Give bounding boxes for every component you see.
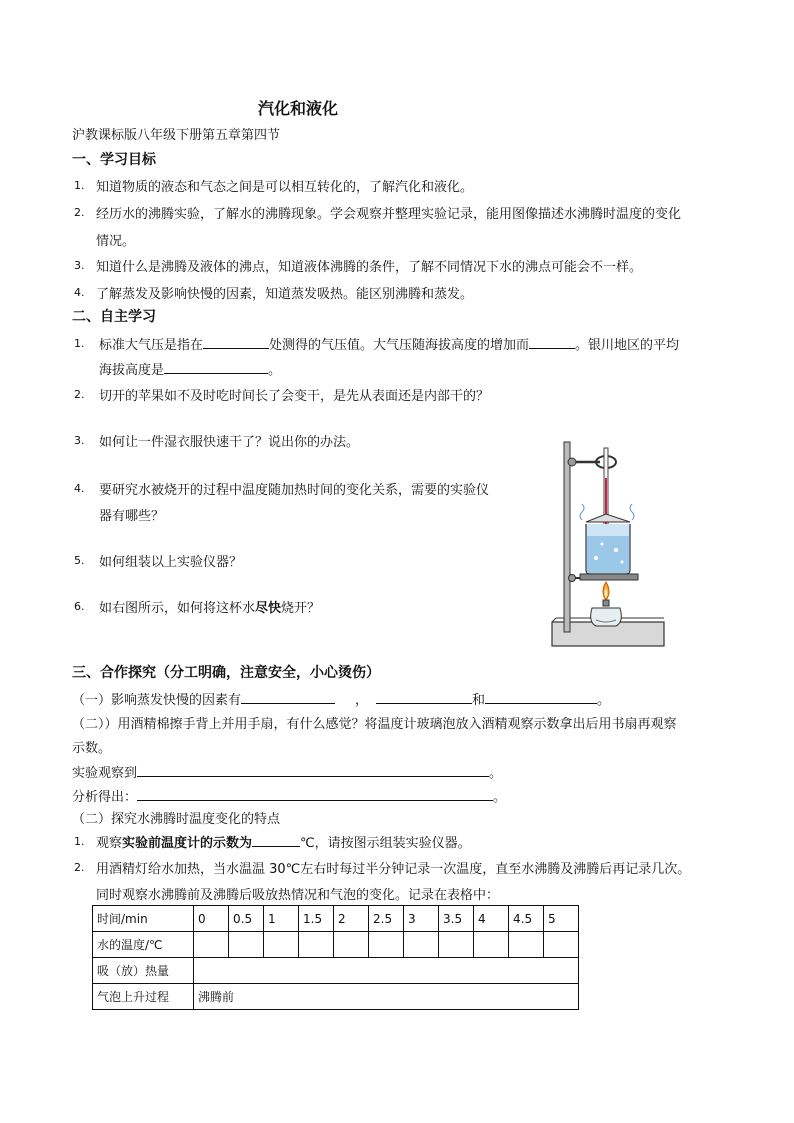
answer-blank[interactable] — [376, 689, 472, 704]
table-cell: 沸腾前 — [194, 984, 579, 1010]
page-subtitle: 沪教课标版八年级下册第五章第四节 — [72, 128, 281, 143]
section2-heading: 二、自主学习 — [72, 309, 156, 325]
table-cell[interactable] — [264, 932, 299, 958]
table-row-header: 吸（放）热量 — [93, 958, 194, 984]
table-row — [93, 932, 579, 958]
table-cell: 1 — [264, 906, 299, 932]
table-cell[interactable] — [474, 932, 509, 958]
table-cell[interactable] — [369, 932, 404, 958]
table-cell[interactable] — [229, 932, 264, 958]
table-cell: 4 — [474, 906, 509, 932]
question-6 — [99, 597, 320, 616]
emphasis-text: 尽快 — [255, 601, 282, 616]
list-number: 3. — [74, 434, 85, 447]
table-row — [93, 958, 579, 984]
question-4-cont: 器有哪些？ — [99, 509, 165, 524]
table-cell: 3 — [404, 906, 439, 932]
goal-item: 知道物质的液态和气态之间是可以相互转化的，了解汽化和液化。 — [96, 180, 474, 195]
question-4: 要研究水被烧开的过程中温度随加热时间的变化关系，需要的实验仪 — [99, 483, 490, 498]
alcohol-question: （二））用酒精棉擦手背上并用手扇，有什么感觉？将温度计玻璃泡放入酒精观察示数拿出后用书扇再观察 — [72, 717, 677, 732]
list-number: 1. — [74, 835, 85, 848]
table-row — [93, 906, 579, 932]
boiling-apparatus-illustration — [542, 438, 666, 652]
table-cell: 0.5 — [229, 906, 264, 932]
question-1 — [99, 334, 679, 353]
answer-blank[interactable] — [529, 334, 575, 349]
question-text: 烧开？ — [281, 601, 321, 616]
question-text: 观察 — [96, 836, 123, 851]
factor-question — [72, 689, 610, 708]
table-cell: 3.5 — [439, 906, 474, 932]
step-2: 用酒精灯给水加热，当水温温 30℃左右时每过半分钟记录一次温度，直至水沸腾及沸腾后再记录几次。 — [96, 862, 691, 877]
table-cell[interactable] — [544, 932, 579, 958]
table-row — [93, 984, 579, 1010]
list-number: 2. — [74, 388, 85, 401]
question-text: （一）影响蒸发快慢的因素有 — [72, 693, 242, 708]
boiling-subheading: （二）探究水沸腾时温度变化的特点 — [72, 812, 281, 827]
page-title: 汽化和液化 — [258, 99, 339, 118]
table-cell[interactable] — [509, 932, 544, 958]
table-row-header: 气泡上升过程 — [93, 984, 194, 1010]
question-text: 实验观察到 — [72, 766, 138, 781]
list-number: 2. — [74, 206, 85, 219]
answer-blank[interactable] — [252, 832, 300, 847]
alcohol-question-cont: 示数。 — [72, 741, 112, 756]
step-1 — [96, 832, 471, 851]
answer-blank[interactable] — [241, 689, 335, 704]
goal-item-cont: 情况。 — [96, 234, 136, 249]
question-text: 标准大气压是指在 — [99, 338, 204, 353]
answer-blank[interactable] — [137, 786, 493, 801]
table-cell: 0 — [194, 906, 229, 932]
goal-item: 了解蒸发及影响快慢的因素，知道蒸发吸热。能区别沸腾和蒸发。 — [96, 287, 474, 302]
list-number: 5. — [74, 554, 85, 567]
question-text: 处测得的气压值。大气压随海拔高度的增加而 — [269, 338, 530, 353]
question-text: 。 — [493, 790, 507, 805]
list-number: 3. — [74, 259, 85, 272]
question-text: ， — [355, 693, 369, 708]
table-cell[interactable] — [299, 932, 334, 958]
question-text: 分析得出： — [72, 790, 138, 805]
question-1-cont — [99, 359, 281, 378]
question-text: 。 — [489, 766, 503, 781]
table-cell: 4.5 — [509, 906, 544, 932]
table-cell: 2 — [334, 906, 369, 932]
question-3: 如何让一件湿衣服快速干了？说出你的办法。 — [99, 435, 360, 450]
list-number: 6. — [74, 600, 85, 613]
answer-blank[interactable] — [164, 359, 268, 374]
observation-line — [72, 762, 502, 781]
table-cell[interactable] — [439, 932, 474, 958]
table-cell: 2.5 — [369, 906, 404, 932]
question-text: 和 — [472, 693, 486, 708]
section3-heading: 三、合作探究（分工明确，注意安全，小心烫伤） — [72, 665, 380, 681]
question-2: 切开的苹果如不及时吃时间长了会变干，是先从表面还是内部干的？ — [99, 389, 490, 404]
table-row-header: 时间/min — [93, 906, 194, 932]
list-number: 1. — [74, 179, 85, 192]
question-text: 。 — [597, 693, 611, 708]
emphasis-text: 实验前温度计的示数为 — [122, 836, 253, 851]
list-number: 1. — [74, 337, 85, 350]
question-text: 如右图所示，如何将这杯水 — [99, 601, 256, 616]
table-cell: 5 — [544, 906, 579, 932]
goal-item: 知道什么是沸腾及液体的沸点，知道液体沸腾的条件，了解不同情况下水的沸点可能会不一样。 — [96, 260, 643, 275]
section1-heading: 一、学习目标 — [72, 152, 156, 168]
question-text: ℃，请按图示组装实验仪器。 — [300, 836, 471, 851]
question-5: 如何组装以上实验仪器？ — [99, 555, 243, 570]
question-text: 。银川地区的平均 — [575, 338, 680, 353]
answer-blank[interactable] — [137, 762, 489, 777]
table-cell[interactable] — [194, 932, 229, 958]
table-cell[interactable] — [404, 932, 439, 958]
step-2-cont: 同时观察水沸腾前及沸腾后吸放热情况和气泡的变化。记录在表格中： — [96, 888, 500, 903]
list-number: 2. — [74, 861, 85, 874]
goal-item: 经历水的沸腾实验，了解水的沸腾现象。学会观察并整理实验记录，能用图像描述水沸腾时温度的变化 — [96, 207, 682, 222]
table-cell[interactable] — [334, 932, 369, 958]
analysis-line — [72, 786, 506, 805]
table-cell[interactable] — [194, 958, 579, 984]
list-number: 4. — [74, 482, 85, 495]
question-text: 。 — [268, 363, 282, 378]
list-number: 4. — [74, 286, 85, 299]
record-table — [92, 905, 579, 1010]
answer-blank[interactable] — [485, 689, 597, 704]
table-cell: 1.5 — [299, 906, 334, 932]
table-row-header: 水的温度/℃ — [93, 932, 194, 958]
question-text: 海拔高度是 — [99, 363, 165, 378]
answer-blank[interactable] — [203, 334, 269, 349]
